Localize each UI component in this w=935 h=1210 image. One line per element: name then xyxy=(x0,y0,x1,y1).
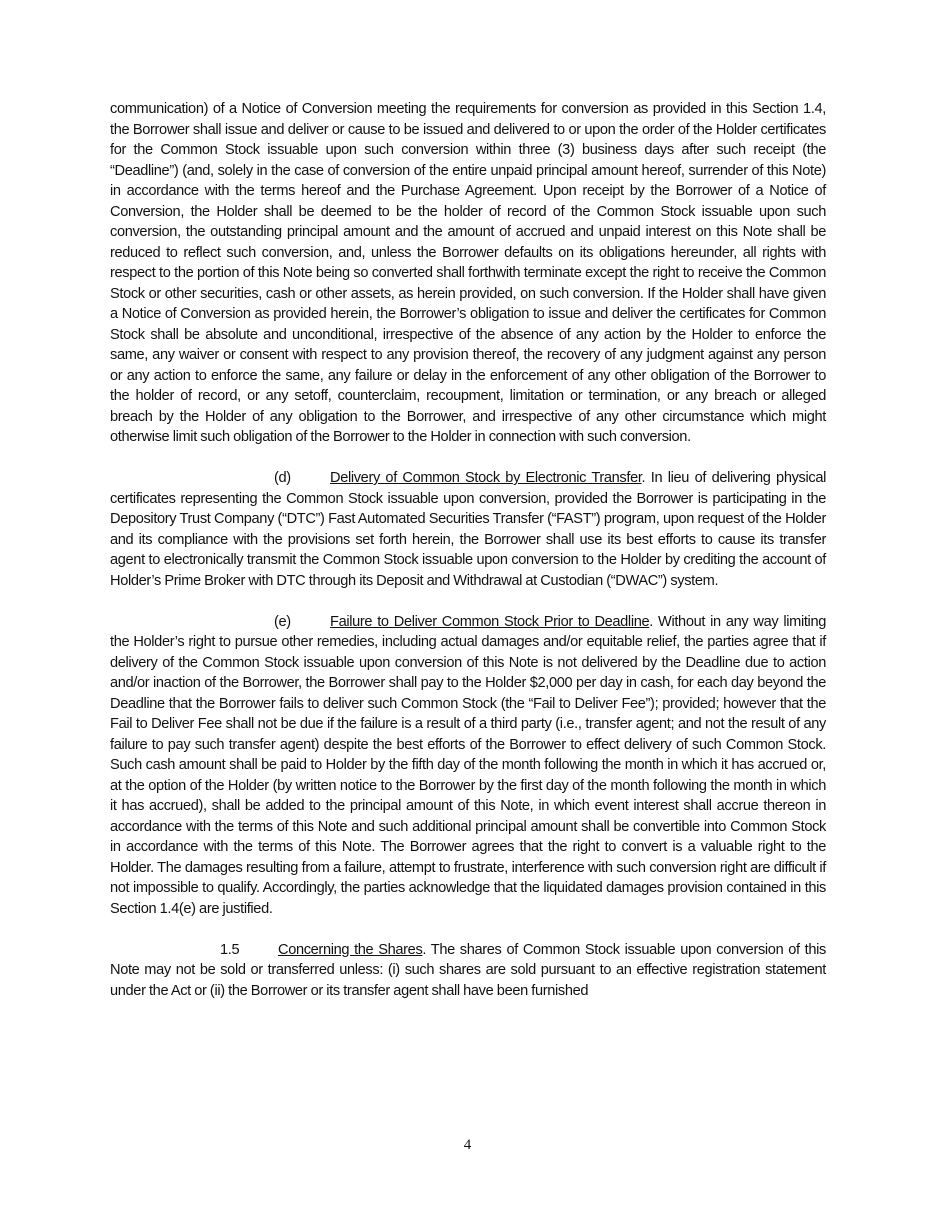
paragraph-body: communication) of a Notice of Conversion meeting the requirements for conversion as provided in this Section 1.4, the Borrower shall issue and deliver or cause to be issued and delivered to or upon the order of the Holder certificates for the Common Stock issuable upon such conversion within three (3) business days after such receipt (the “Deadline”) (and, solely in the case of conversion of the entire unpaid principal amount hereof, surrender of this Note) in accordance with the terms hereof and the Purchase Agreement. Upon receipt by the Borrower of a Notice of Conversion, the Holder shall be deemed to be the holder of record of the Common Stock issuable upon such conversion, the outstanding principal amount and the amount of accrued and unpaid interest on this Note shall be reduced to reflect such conversion, and, unless the Borrower defaults on its obligations hereunder, all rights with respect to the portion of this Note being so converted shall forthwith terminate except the right to receive the Common Stock or other securities, cash or other assets, as herein provided, on such conversion. If the Holder shall have given a Notice of Conversion as provided herein, the Borrower’s obligation to issue and deliver the certificates for Common Stock shall be absolute and unconditional, irrespective of the absence of any action by the Holder to enforce the same, any waiver or consent with respect to any provision thereof, the recovery of any judgment against any person or any action to enforce the same, any failure or delay in the enforcement of any other obligation of the Borrower to the holder of record, or any setoff, counterclaim, recoupment, limitation or termination, or any breach or alleged breach by the Holder of any obligation to the Borrower, and irrespective of any other circumstance which might otherwise limit such obligation of the Borrower to the Holder in connection with such conversion. xyxy=(110,101,826,445)
paragraph-section-1-4-d xyxy=(110,468,826,591)
paragraph-section-1-5 xyxy=(110,940,826,1002)
paragraph-body: . In lieu of delivering physical certificates representing the Common Stock issuable upon conversion, provided the Borrower is participating in the Depository Trust Company (“DTC”) Fast Automated Securities Transfer (“FAST”) program, upon request of the Holder and its compliance with the provisions set forth herein, the Borrower shall use its best efforts to cause its transfer agent to electronically transmit the Common Stock issuable upon conversion to the Holder by crediting the account of Holder’s Prime Broker with DTC through its Deposit and Withdrawal at Custodian (“DWAC”) system. xyxy=(110,470,826,589)
section-number: (d) xyxy=(274,470,291,486)
paragraph-body: . Without in any way limiting the Holder’s right to pursue other remedies, including actual damages and/or equitable relief, the parties agree that if delivery of the Common Stock issuable upon conversion of this Note is not delivered by the Deadline due to action and/or inaction of the Borrower, the Borrower shall pay to the Holder $2,000 per day in cash, for each day beyond the Deadline that the Borrower fails to deliver such Common Stock (the “Fail to Deliver Fee”); provided; however that the Fail to Deliver Fee shall not be due if the failure is a result of a third party (i.e., transfer agent; and not the result of any failure to pay such transfer agent) despite the best efforts of the Borrower to effect delivery of such Common Stock. Such cash amount shall be paid to Holder by the fifth day of the month following the month in which it has accrued or, at the option of the Holder (by written notice to the Borrower by the first day of the month following the month in which it has accrued), shall be added to the principal amount of this Note, in which event interest shall accrue thereon in accordance with the terms of this Note and such additional principal amount shall be convertible into Common Stock in accordance with the terms of this Note. The Borrower agrees that the right to convert is a valuable right to the Holder. The damages resulting from a failure, attempt to frustrate, interference with such conversion right are difficult if not impossible to qualify. Accordingly, the parties acknowledge that the liquidated damages provision contained in this Section 1.4(e) are justified. xyxy=(110,613,826,917)
section-heading: Delivery of Common Stock by Electronic Transfer xyxy=(330,470,642,486)
paragraph-body: . The shares of Common Stock issuable upon conversion of this Note may not be sold or transferred unless: (i) such shares are sold pursuant to an effective registration statement under the Act or (ii) the Borrower or its transfer agent shall have been furnished xyxy=(110,941,826,999)
section-heading: Concerning the Shares xyxy=(278,941,423,958)
document-page xyxy=(110,99,826,1001)
section-heading: Failure to Deliver Common Stock Prior to Deadline xyxy=(330,613,650,630)
section-number: (e) xyxy=(274,613,291,630)
paragraph-section-1-4-e xyxy=(110,612,826,920)
paragraph-conversion-continuation xyxy=(110,99,826,448)
section-number: 1.5 xyxy=(220,941,240,958)
page-number: 4 xyxy=(463,1137,472,1153)
